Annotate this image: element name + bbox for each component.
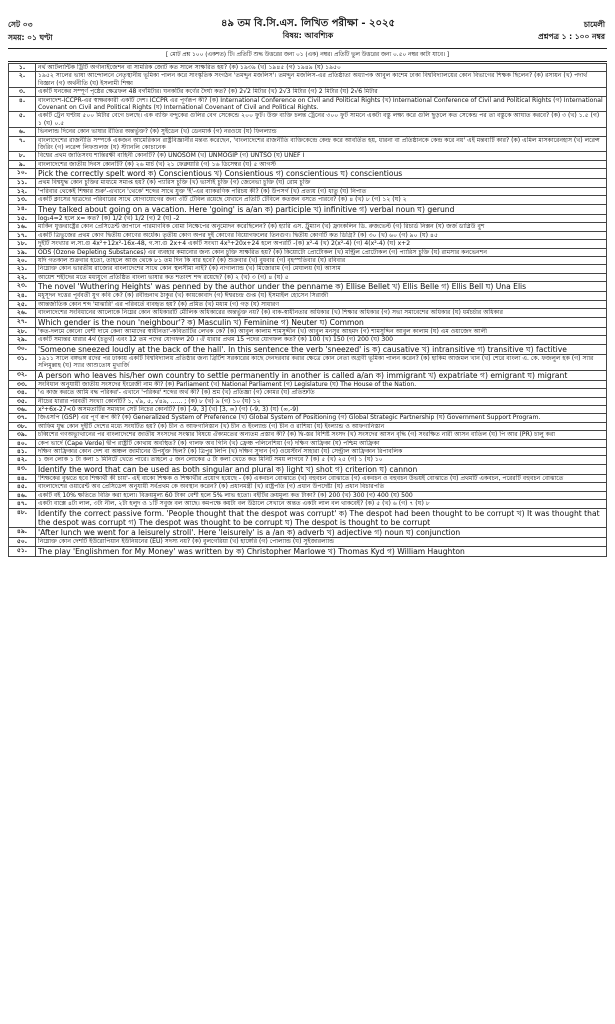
- question-number: ১৮.: [9, 240, 36, 248]
- question-row: [9, 508, 607, 527]
- question-number: ৫০.: [9, 538, 36, 546]
- question-number: ৩৪.: [9, 389, 36, 397]
- question-row: [9, 327, 607, 335]
- question-text: আফিম যুদ্ধ কোন দুইটি দেশের মধ্যে সংঘটিত হয়? (ক) চীন ও আফগানিস্তান (খ) চীন ও ইংল্যান্ড (গ) চীন ও রাশিয়া (ঘ) ইংল্যান্ড ও আফগানিস্তান: [36, 422, 607, 430]
- question-number: ২৭.: [9, 317, 36, 327]
- question-row: [9, 370, 607, 380]
- question-text: দক্ষিণ আফ্রিকার কোন দেশ বা অঞ্চল জার্মানের উপর্যুক্ত ছিল? (ক) ত্রিপুর লিপি (খ) দক্ষিণ সুদান (গ) ওয়েস্টার্ন সাহারা (ঘ) সেন্ট্রাল আফ্রিকান রিপাবলিক: [36, 448, 607, 456]
- question-number: ১৯.: [9, 248, 36, 256]
- exam-header: [8, 6, 607, 46]
- question-number: ১৩.: [9, 196, 36, 204]
- question-number: ৪৪.: [9, 475, 36, 483]
- question-number: ১২.: [9, 187, 36, 195]
- question-number: ৪১.: [9, 448, 36, 456]
- question-text: একটি ক্লাসের ছাত্রদের পরিবারের সাথে যোগাযোগের জন্য ৩টি টেবিল রয়েছে যেখানে প্রতিটি টেবিলে কতজন বসতে পারবে? (ক) ৪ (খ) ৮ (গ) ১২ (ঘ) ২: [36, 196, 607, 204]
- question-row: [9, 88, 607, 96]
- question-row: [9, 528, 607, 538]
- question-text: মার্কিন যুক্তরাষ্ট্রের কোন প্রেসিডেন্ট জাপানে পারমাণবিক বোমা নিক্ষেপের অনুমোদন করেছিলেন? (ক) হ্যারি এস. ট্রুম্যান (খ) ফ্রাংকলিন ডি. রুজভেল্ট (গ) রিচার্ড নিক্সন (ঘ) জর্জ ডাব্লিউ বুশ: [36, 223, 607, 231]
- question-row: [9, 464, 607, 474]
- question-row: [9, 72, 607, 88]
- question-text: The novel 'Wuthering Heights' was penned by the author under the penname ক) Ellise Bellet খ) Ellis Belle গ) Ellis Bell ঘ) Una Elis: [36, 282, 607, 292]
- question-text: সংবিধান অনুযায়ী জাতীয় সংসদের ইংরেজী নাম কী? (ক) Parliament (খ) National Parliament (গ) Legislature (ঘ) The House of the Nation.: [36, 380, 607, 388]
- question-number: ৪০.: [9, 439, 36, 447]
- question-number: ৪৬.: [9, 491, 36, 499]
- question-text: একটি ঘনকের সম্পূর্ণ পৃষ্ঠের ক্ষেত্রফল 48 বর্গমিটার। ঘনকটির কর্ণের দৈর্ঘ্য কত? (ক) 2√2 মিটার (খ) 2√3 মিটার (গ) 2 মিটার (ঘ) 2√6 মিটার: [36, 88, 607, 96]
- question-row: [9, 491, 607, 499]
- question-number: ১১.: [9, 179, 36, 187]
- question-number: ৬.: [9, 128, 36, 136]
- question-text: 'পরিবার থেকেই শিক্ষার শুরু'-এখানে 'থেকে' শব্দের সাথে যুক্ত 'ই'-এর ব্যাকরণিক পরিচয় কী? (ক) উপসর্গ (খ) প্রত্যয় (গ) ধাতু (ঘ) নিপাত: [36, 187, 607, 195]
- question-row: [9, 300, 607, 308]
- question-row: [9, 282, 607, 292]
- question-row: [9, 214, 607, 222]
- question-row: [9, 422, 607, 430]
- question-text: 'কত-দলমে কোনো বেশী দামে কেনা আমাদের স্বাধীনতা'-কবিতাটির লেখক কে? (ক) আবুল কালাম শামসুদ্দীন (খ) আবুল মনসুর আহমদ (গ) শামসুদ্দিন আবুল কালাম (ঘ) এম ওয়াজেদ আলী: [36, 327, 607, 335]
- question-number: ৩৬.: [9, 406, 36, 414]
- question-number: ৩৯.: [9, 431, 36, 439]
- question-row: [9, 354, 607, 370]
- question-text: একটা বাক্সে ৪টা লাল, ৩টা নীল, ২টা হলুদ ও ১টি সবুজ বল আছে। কমপক্ষে কয়টা বল উঠালে সেখানে অন্তত একটা লাল বল থাকবেই? (ক) ৫ (খ) ৬ (গ) ৭ (ঘ) ৮: [36, 500, 607, 508]
- question-row: [9, 248, 607, 256]
- question-text: যদি গতকাল শুক্রবার হতো, তাহলে আজ থেকে ৮১ তম দিন কি বার হবে? (ক) শুক্রবার (খ) বুধবার (গ) বৃহস্পতিবার (ঘ) রবিবার: [36, 256, 607, 264]
- question-row: [9, 344, 607, 354]
- question-row: [9, 204, 607, 214]
- question-text: 'After lunch we went for a leisurely stroll'. Here 'leisurely' is a /an ক) adverb খ) adjective গ) noun ঘ) conjunction: [36, 528, 607, 538]
- question-number: ২৪.: [9, 292, 36, 300]
- question-text: ১৯৫২ সালের ভাষা আন্দোলনে নেতৃস্থানীয় ভূমিকা পালন করে সাংস্কৃতিক সংগঠন 'তমদ্দুন মজলিস'। তমদ্দুন মজলিস-এর প্রতিষ্ঠাতা অধ্যাপক আবুল কাশেম ঢাকা বিশ্ববিদ্যালয়ের কোন বিভাগের শিক্ষক ছিলেন? (ক) রসায়ন (খ) পদার্থ বিজ্ঞান (গ) অর্থনীতি (ঘ) ইসলামী শিক্ষা: [36, 72, 607, 88]
- question-row: [9, 196, 607, 204]
- question-text: আয়েশ শহীদের মতে মধ্যযুগে প্রতিষ্ঠিত বাংলা ভাষার কত শতাংশ শব্দ রয়েছে? (ক) ২ (খ) ৩ (গ) ৪ (ঘ) ৫: [36, 273, 607, 281]
- question-number: ৪৫.: [9, 483, 36, 491]
- question-row: [9, 431, 607, 439]
- question-row: [9, 456, 607, 464]
- question-number: ৩৭.: [9, 414, 36, 422]
- question-text: মধুসূদন দত্তের পূর্ববর্তী যুগ কবি কে? (ক) রবীন্দ্রনাথ ঠাকুর (খ) কায়কোবাদ (গ) ঈশ্বরচন্দ্র গুপ্ত (ঘ) ইসমাইল হোসেন সিরাজী: [36, 292, 607, 300]
- question-number: ১৪.: [9, 204, 36, 214]
- question-text: একটি ত্রিভুজের প্রথম কোণ দ্বিতীয় কোণের অর্ধেক। তৃতীয় কোণ অপর দুই কোণের বিয়োগফলের তিনগুণ। দ্বিতীয় কোণটি কত ডিগ্রি? (ক) ৩০ (খ) ৬০ (গ) ৯০ (ঘ) ৪৫: [36, 231, 607, 239]
- question-text: ১ জন লোক ১ টা কলা ১ মিনিটে খেতে পারে। তাহলে ৫ জন লোকের ৫ টা কলা খেতে কত মিনিট সময় লাগবে ? (ক) ৫ (খ) ২৫ (গ) ১ (ঘ) ১০: [36, 456, 607, 464]
- total-marks: প্রশ্নপত্র ১ : ১০০ নম্বর: [538, 32, 605, 41]
- question-row: [9, 500, 607, 508]
- question-number: ২.: [9, 72, 36, 88]
- question-number: ২০.: [9, 256, 36, 264]
- question-text: বাংলাদেশের জাতীয় দিবস কোনটি? (ক) ২৬ মার্চ (খ) ২১ ফেব্রুয়ারি (গ) ১৬ ডিসেম্বর (ঘ) ৫ আগস্ট: [36, 160, 607, 168]
- question-row: [9, 179, 607, 187]
- question-text: The play 'Englishmen for My Money' was written by ক) Christopher Marlowe খ) Thomas Kyd গ) William Haughton: [36, 546, 607, 556]
- question-text: একটি ট্রেন ঘণ্টায় ৫০০ মিটার বেগে চলছে। এক ব্যক্তি বন্দুকের গুলির বেগ সেকেন্ডে ২০০ ফুট। উক্ত ব্যক্তি চলন্ত ট্রেনের ৩০০ ফুট সামনে একটা বস্তু লক্ষ্য করে গুলি ছুড়লে কত সেকেন্ড পর তা বস্তুকে আঘাত করবে? (ক) ৩ (খ) ১.৫ (গ) ১ (ঘ) ০.৫: [36, 112, 607, 128]
- question-number: ৮.: [9, 152, 36, 160]
- question-number: ৩৮.: [9, 422, 36, 430]
- question-number: ৫.: [9, 112, 36, 128]
- question-text: দুইটি সংখ্যার ল.সা.গু 4x²+12x²-16x-48, গ.সা.গু 2x+4 একটি সংখ্যা 4x³+20x+24 হলে অপরটি -(ক) x²-4 (খ) 2(x²-4) (গ) 4(x²-4) (ঘ) x+2: [36, 240, 607, 248]
- question-row: [9, 112, 607, 128]
- question-number: ৩০.: [9, 344, 36, 354]
- question-text: Which gender is the noun 'neighbour'? ক) Masculin খ) Feminine গ) Neuter ঘ) Common: [36, 317, 607, 327]
- question-text: 'এ কাজ করতে আমি বদ্ধ পরিকর'- এখানে 'পরিকর' শব্দের অর্থ কী? (ক) শ্রম (খ) প্রতিজ্ঞা (গ) কোমর (ঘ) প্রতিশ্রুতি: [36, 389, 607, 397]
- question-row: [9, 223, 607, 231]
- question-text: ১৯১১ সালে বঙ্গভঙ্গ রদের পর ঢাকায় একটি বিশ্ববিদ্যালয় প্রতিষ্ঠার জন্য ব্রিটিশ সরকারের কাছে দেনদরবার করার ক্ষেত্রে কোন নেতা অগ্রণী ভূমিকা পালন করেন? (ক) হাকিম আজমল খান (খ) শেরে বাংলা এ. কে. ফজলুল হক (গ) স্যার সলিমুল্লাহ (ঘ) স্যার আশুতোষ মুখার্জি: [36, 354, 607, 370]
- question-row: [9, 546, 607, 556]
- question-text: বিশ্বের প্রথম জাতিসংঘ শান্তিরক্ষী বাহিনী কোনটি? (ক) UNOSOM (খ) UNMOGIP (গ) UNTSO (ঘ) UNEF I: [36, 152, 607, 160]
- question-row: [9, 475, 607, 483]
- question-number: ৫১.: [9, 546, 36, 556]
- question-number: ২১.: [9, 265, 36, 273]
- question-text: জিএসপি (GSP) এর পূর্ণ রূপ কী? (ক) Generalized System of Preference (খ) Global System of Positioning (গ) Global Strategic Partnership (ঘ) Government Support Program.: [36, 414, 607, 422]
- question-text: They talked about going on a vacation. Here 'going' is a/an ক) participle খ) infinitive গ) verbal noun ঘ) gerund: [36, 204, 607, 214]
- question-text: x²+6x-27<0 অসমতাটির সমাধান সেট নিচের কোনটি? (ক) [-9, 3] (খ) [3, ∞) (গ) (-9, 3) (ঘ) (∞,-9): [36, 406, 607, 414]
- question-number: ৩২.: [9, 370, 36, 380]
- question-number: ১.: [9, 64, 36, 72]
- question-text: Identify the word that can be used as both singular and plural ক) light খ) shot গ) criterion ঘ) cannon: [36, 464, 607, 474]
- question-number: ৯.: [9, 160, 36, 168]
- question-row: [9, 160, 607, 168]
- question-text: Identify the correct passive form. 'People thought that the despot was corrupt' ক) The despot had been thought to be corrupt খ) It was thought that the despot was corrupt গ) The despot was thought to be corrupt ঘ) The despot is thought to be corrupt: [36, 508, 607, 527]
- question-row: [9, 397, 607, 405]
- exam-page: [8, 6, 607, 1018]
- question-row: [9, 64, 607, 72]
- question-text: A person who leaves his/her own country to settle permanently in another is called a/an ক) immigrant খ) expatriate গ) emigrant ঘ) migrant: [36, 370, 607, 380]
- question-row: [9, 406, 607, 414]
- question-row: [9, 256, 607, 264]
- question-number: ৪২.: [9, 456, 36, 464]
- question-text: বাংলাদেশের সংবিধানের আলোকে নিম্নের কোন অধিকারটি মৌলিক অধিকারের অন্তর্ভুক্ত নয়? (ক) বাক-স্বাধীনতার অধিকার (খ) শিক্ষার অধিকার (গ) সভা সমাবেশের অধিকার (ঘ) ধর্মচর্চার অধিকার: [36, 309, 607, 317]
- question-text: ODS (Ozone Depleting Substances) এর ব্যবহার কমানোর জন্য কোন চুক্তি সাক্ষরিত হয়? (ক) কিয়োটো প্রোটোকল (খ) মন্ট্রিল প্রোটোকল (গ) প্যারিস চুক্তি (ঘ) রামসার কনভেনশন: [36, 248, 607, 256]
- question-text: আন্তর্জাতিক কোন শব্দ 'মাঝারি' এর পরিবর্তে ব্যবহৃত হয়? (ক) প্রমিত (খ) মধ্যম (গ) গড় (ঘ) সাধারণ: [36, 300, 607, 308]
- question-text: নিম্নোক্ত কোন দেশটি ইউরোপিয়ান ইউনিয়নের (EU) সদস্য নয়? (ক) বুলগেরিয়া (খ) হাঙ্গেরি (গ) পোল্যান্ড (ঘ) সুইজারল্যান্ড: [36, 538, 607, 546]
- question-row: [9, 380, 607, 388]
- question-text: কেপ ভার্দে (Cape Verde) দ্বীপ রাষ্ট্রটি কোথায় অবস্থিত? (ক) গালফ অব গিনি (খ) ফ্রেঞ্চ পলিনেশিয়া (গ) দক্ষিণ আফ্রিকা (ঘ) পশ্চিম আফ্রিকা: [36, 439, 607, 447]
- exam-subject: বিষয়: আবশ্যিক: [282, 31, 334, 40]
- question-number: ৭.: [9, 136, 36, 152]
- question-number: ১৭.: [9, 231, 36, 239]
- question-number: ২৯.: [9, 336, 36, 344]
- question-number: ৪.: [9, 96, 36, 112]
- set-label: সেট ০৩: [8, 20, 33, 29]
- question-number: ৪৯.: [9, 528, 36, 538]
- question-table: [8, 63, 607, 557]
- question-row: [9, 317, 607, 327]
- question-text: নর্থ আটলান্টিক ট্রিটি অর্গানাইজেশন বা সামরিক জোট কত সালে সাক্ষরিত হয়? (ক) ১৯৩৯ (খ) ১৯৪৫ (গ) ১৯৪৯ (ঘ) ১৯৫০: [36, 64, 607, 72]
- question-text: Pick the correctly spelt word ক) Conscientious খ) Consientious গ) conscientious ঘ) conscientious: [36, 169, 607, 179]
- question-text: একটি বই 10% ক্ষতিতে বিক্রি করা হলো। বিক্রয়মূল্য 60 টাকা বেশী হলে 5% লাভ হতো। বইটির ক্রয়মূল্য কত টাকা? (ক) 200 (খ) 300 (গ) 400 (ঘ) 500: [36, 491, 607, 499]
- question-row: [9, 136, 607, 152]
- question-number: ২৩.: [9, 282, 36, 292]
- question-text: 'Someone sneezed loudly at the back of the hall'. In this sentence the verb 'sneezed' is ক) causative খ) intransitive গ) transitive ঘ) factitive: [36, 344, 607, 354]
- question-number: ৩.: [9, 88, 36, 96]
- question-number: ১০.: [9, 169, 36, 179]
- question-text: বাংলাদেশের রাজনীতি সম্পর্কে একজন আমেরিকান রাষ্ট্রবিজ্ঞানীর মন্তব্য করেছেন, 'বাংলাদেশের রাজনীতি ব্যক্তিকেন্দ্রে কেন্দ্র করে আবর্তিত হয়, ধারনা বা প্রতিষ্ঠানকে কেন্দ্র করে নয়' এই মন্তব্যটি কার? (ক) এমিল মাসকারেনহাস (খ) লরেন্স জিরিং (গ) লরেন্স লিফশুলজ (ঘ) স্ট্যানলি কোচানেক: [36, 136, 607, 152]
- question-number: ২২.: [9, 273, 36, 281]
- exam-title: ৪৯ তম বি.সি.এস. লিখিত পরীক্ষা - ২০২৫: [221, 18, 395, 29]
- question-number: ৩৫.: [9, 397, 36, 405]
- question-row: [9, 128, 607, 136]
- question-number: ২৮.: [9, 327, 36, 335]
- time-label: সময়: ০১ ঘণ্টা: [8, 33, 53, 42]
- question-number: ৩৩.: [9, 380, 36, 388]
- question-row: [9, 152, 607, 160]
- question-text: চব্বিশের গণঅভ্যুত্থানের পর বাংলাদেশের জাতীয় সংসদের সংস্কার বিষয়ে ঐক্যমতের অন্যতম প্রস্তাব কী? (ক) দ্বি-স্তর বিশিষ্ট সংসদ (খ) সংসদের আসন বৃদ্ধি (গ) সংরক্ষিত নারী আসন বাতিল (ঘ) পি আর (PR) চালু করা: [36, 431, 607, 439]
- question-row: [9, 439, 607, 447]
- question-text: নীচের ধারার পরবর্তী সংখ্যা কোনটি? ১, √৯, ৫, √৪৯, ...... ; (ক) ৮ (খ) ৯ (গ) ১০ (ঘ) ১২: [36, 397, 607, 405]
- question-text: প্রথম বিশ্বযুদ্ধ কোন চুক্তির মাধ্যমে সমাপ্ত হয়? (ক) প্যারিস চুক্তি (খ) ভার্সাই চুক্তি (গ) জেনেভা চুক্তি (ঘ) রোম চুক্তি: [36, 179, 607, 187]
- question-row: [9, 240, 607, 248]
- question-number: ৩১.: [9, 354, 36, 370]
- question-row: [9, 265, 607, 273]
- question-row: [9, 538, 607, 546]
- question-text: ভিনলান্ড দিনের কোন ভাষার রীতির অন্তর্ভুক্ত? (ক) সুইডেন (খ) ডেনমার্ক (গ) নরওয়ে (ঘ) ফিনল্যান্ড: [36, 128, 607, 136]
- question-row: [9, 187, 607, 195]
- question-row: [9, 309, 607, 317]
- question-row: [9, 414, 607, 422]
- instructions: [ মোট প্রশ্ন ১০০ (একশত) টি। প্রতিটি শুদ্ধ উত্তরের জন্য ০১ (এক) নম্বর। প্রতিটি ভুল উত্তরের জন্য ০.৫০ নম্বর কাটা যাবে। ]: [8, 48, 607, 62]
- question-text: log₂4=2 হলে x= কত? (ক) 1/2 (খ) 1/2 (গ) 2 (ঘ) -2: [36, 214, 607, 222]
- question-number: ২৫.: [9, 300, 36, 308]
- question-row: [9, 336, 607, 344]
- question-number: ৪৭.: [9, 500, 36, 508]
- question-number: ৪৮.: [9, 508, 36, 527]
- question-text: বাংলাদেশ-ICCPR-এর স্বাক্ষরকারী একটি দেশ। ICCPR এর পূর্ণরূপ কী? (ক) International Conference on Civil and Political Rights (খ) International Conference of Civil and Political Rights (গ) International Covenant on Civil and Political Rights (ঘ) International Covenant of Civil and Political Rights.: [36, 96, 607, 112]
- question-text: একটি সমান্তর ধারার 4র্থ (চতুর্থ) এবং 12 তম পদের যোগফল 20 । ঐ ধারার প্রথম 15 পদের যোগফল কত? (ক) 100 (খ) 150 (গ) 200 (ঘ) 300: [36, 336, 607, 344]
- question-text: বাংলাদেশের ওয়ারেন্ট অব প্রেসিডেন্স অনুযায়ী সর্বপ্রথম কে অবস্থান করেন? (ক) প্রধানমন্ত্রী (খ) রাষ্ট্রপতি (গ) প্রধান উপদেষ্টা (ঘ) প্রধান বিচারপতি: [36, 483, 607, 491]
- question-row: [9, 273, 607, 281]
- question-row: [9, 169, 607, 179]
- question-row: [9, 292, 607, 300]
- question-text: 'শিক্ষকের বুঝতে হবে শিক্ষার্থী কী চায়'- এই বাক্যে শিক্ষক ও শিক্ষার্থীর প্রয়োগ হয়েছে - (ক) একবচন বোঝাতে (খ) বহুবচন বোঝাতে (গ) একবচন ও বহুবচন উভয়ই বোঝাতে (ঘ) প্রথমটি একবচন, পরেরটি বহুবচন বোঝাতে: [36, 475, 607, 483]
- question-number: ১৫.: [9, 214, 36, 222]
- question-row: [9, 483, 607, 491]
- question-number: ১৬.: [9, 223, 36, 231]
- question-row: [9, 448, 607, 456]
- question-number: ৪৩.: [9, 464, 36, 474]
- set-code: চামেলী: [583, 20, 605, 29]
- question-row: [9, 231, 607, 239]
- question-text: নিম্নোক্ত কোন ভারতীয় রাজ্যের বাংলাদেশের সাথে কোন স্থলসীমা নাই? (ক) নাগাল্যান্ড (খ) মিজোরাম (গ) মেঘালয় (ঘ) আসাম: [36, 265, 607, 273]
- question-row: [9, 96, 607, 112]
- question-number: ২৬.: [9, 309, 36, 317]
- question-row: [9, 389, 607, 397]
